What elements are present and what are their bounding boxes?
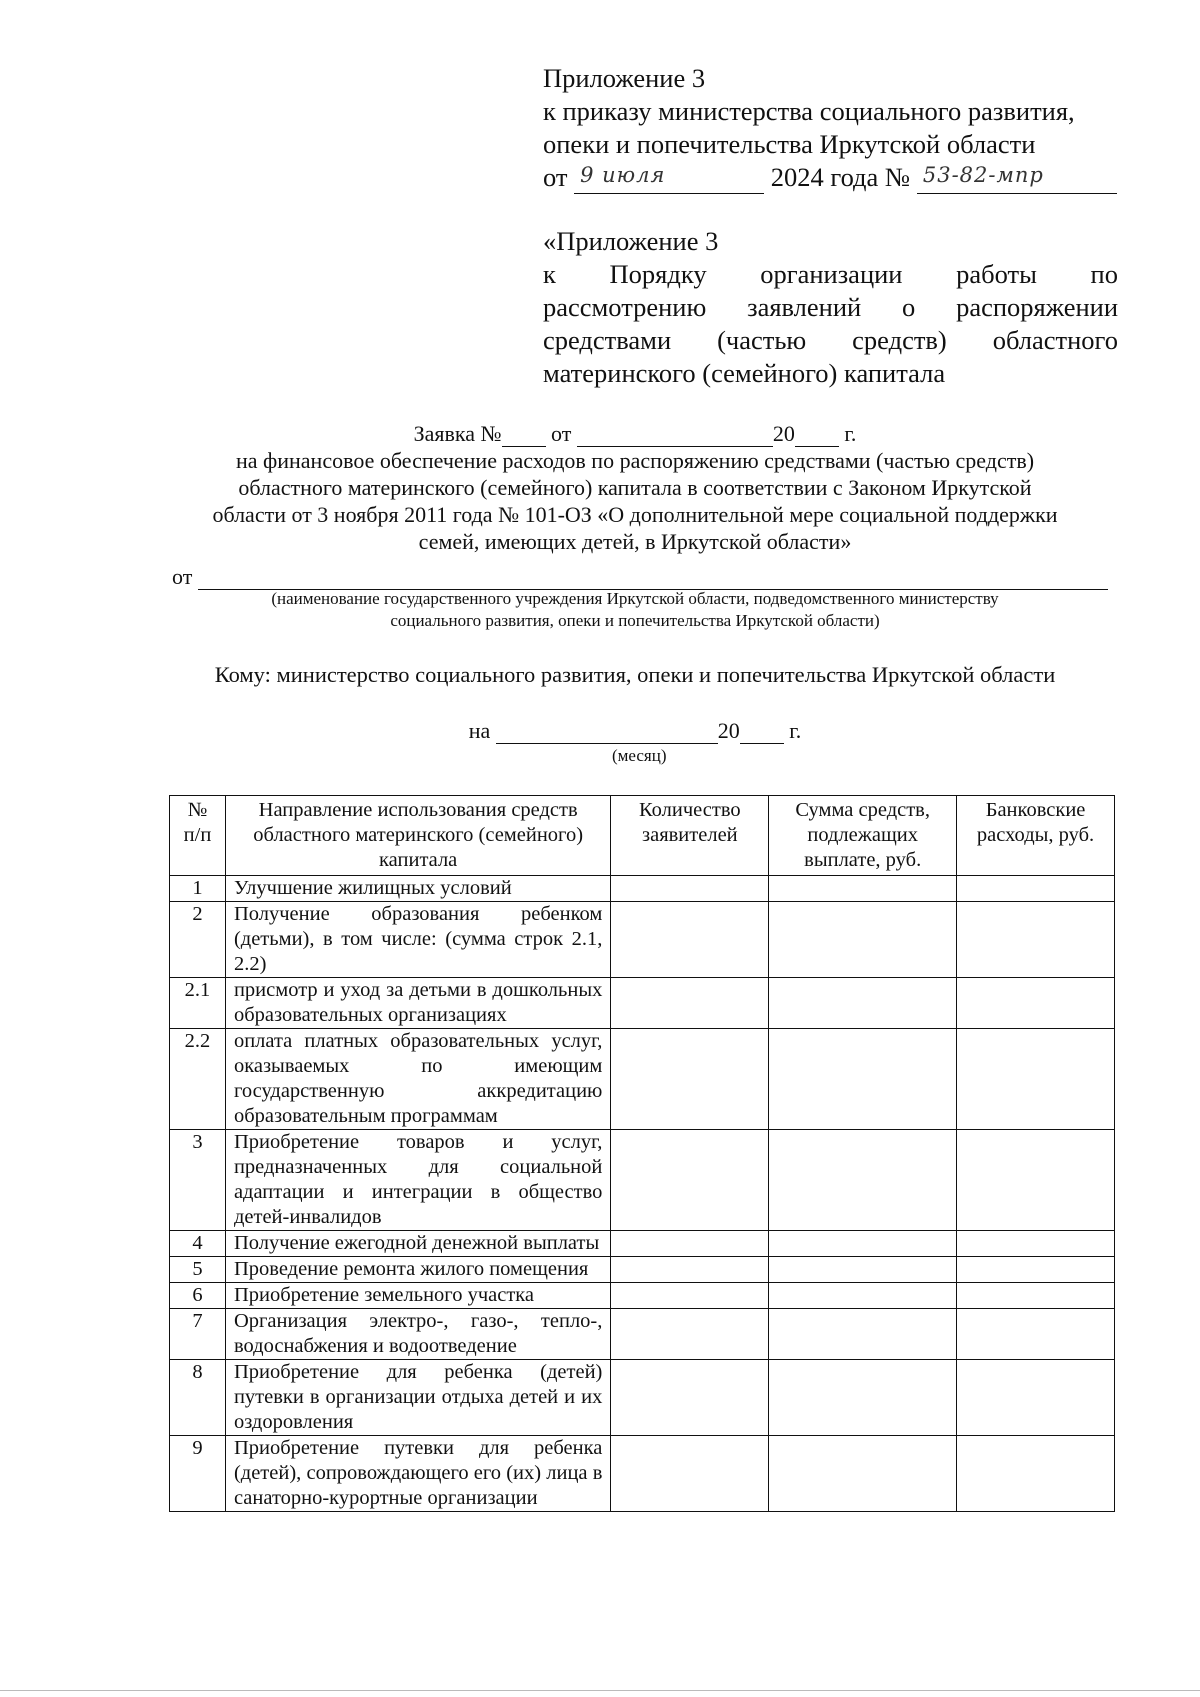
year-text: 2024 года № [770, 162, 911, 192]
handwritten-number: 53-82-мпр [922, 163, 1044, 187]
request-desc-4: семей, имеющих детей, в Иркутской области» [418, 529, 852, 554]
request-desc-2: областного материнского (семейного) капитала в соответствии с Законом Иркутской [238, 475, 1032, 500]
page-bottom-rule [0, 1690, 1200, 1691]
col-header-bank: Банковские расходы, руб. [957, 796, 1115, 876]
from-field [198, 569, 1108, 590]
month-field [496, 723, 718, 744]
table-row: 2.1 присмотр и уход за детьми в дошкольных образовательных организациях [170, 978, 1115, 1029]
col-header-direction: Направление использования средств областного материнского (семейного) капитала [225, 796, 610, 876]
table-row: 9 Приобретение путевки для ребенка (детей), сопровождающего его (их) лица в санаторно-курортные организации [170, 1436, 1115, 1512]
annex-line-3: рассмотрению заявлений о распоряжении [543, 292, 1118, 322]
table-row: 2.2 оплата платных образовательных услуг, оказываемых по имеющим государственную аккредитацию образовательным программам [170, 1029, 1115, 1130]
col-header-num: № п/п [170, 796, 226, 876]
month-caption: (месяц) [612, 746, 667, 765]
table-row: 5 Проведение ремонта жилого помещения [170, 1257, 1115, 1283]
period-line: на 20 г. [468, 718, 802, 743]
request-number-line: Заявка № от 20 г. [413, 421, 857, 446]
header-date-line [543, 161, 1118, 194]
from-caption: (наименование государственного учреждения Иркутской области, подведомственного министерству социального развития, опеки и попечительства Иркутской области) [271, 589, 999, 630]
date-prefix: от [543, 162, 568, 192]
table-row: 7 Организация электро-, газо-, тепло-, водоснабжения и водоотведение [170, 1309, 1115, 1360]
from-label: от [172, 564, 193, 589]
request-title-block [150, 420, 1120, 555]
recipient-line: Кому: министерство социального развития, опеки и попечительства Иркутской области [214, 662, 1056, 687]
number-field [917, 163, 1117, 194]
col-header-sum: Сумма средств, подлежащих выплате, руб. [769, 796, 957, 876]
table-row: 3 Приобретение товаров и услуг, предназначенных для социальной адаптации и интеграции в общество детей-инвалидов [170, 1130, 1115, 1231]
table-row: 2 Получение образования ребенком (детьми), в том числе: (сумма строк 2.1, 2.2) [170, 902, 1115, 978]
from-line [172, 564, 1118, 590]
date-field [574, 163, 764, 194]
expenses-table [169, 795, 1115, 1512]
table-row: 8 Приобретение для ребенка (детей) путевки в организации отдыха детей и их оздоровления [170, 1360, 1115, 1436]
table-row: 6 Приобретение земельного участка [170, 1283, 1115, 1309]
header-line-2: к приказу министерства социального развития, [543, 96, 1075, 126]
table-row: 1 Улучшение жилищных условий [170, 876, 1115, 902]
table-row: 4 Получение ежегодной денежной выплаты [170, 1231, 1115, 1257]
col-header-count: Количество заявителей [611, 796, 769, 876]
header-line-1: Приложение 3 [543, 63, 706, 93]
order-header [543, 62, 1118, 194]
annex-line-1: «Приложение 3 [543, 226, 719, 256]
request-desc-3: области от 3 ноября 2011 года № 101-ОЗ «О дополнительной мере социальной поддержки [212, 502, 1058, 527]
handwritten-date: 9 июля [580, 163, 666, 187]
request-desc-1: на финансовое обеспечение расходов по распоряжению средствами (частью средств) [235, 448, 1035, 473]
annex-line-4: средствами (частью средств) областного [543, 325, 1118, 355]
header-line-3: опеки и попечительства Иркутской области [543, 129, 1036, 159]
table-header-row [170, 796, 1115, 876]
annex-line-5: материнского (семейного) капитала [543, 358, 946, 388]
year-field [740, 723, 784, 744]
annex-header [543, 225, 1118, 390]
annex-line-2: к Порядку организации работы по [543, 259, 1118, 289]
